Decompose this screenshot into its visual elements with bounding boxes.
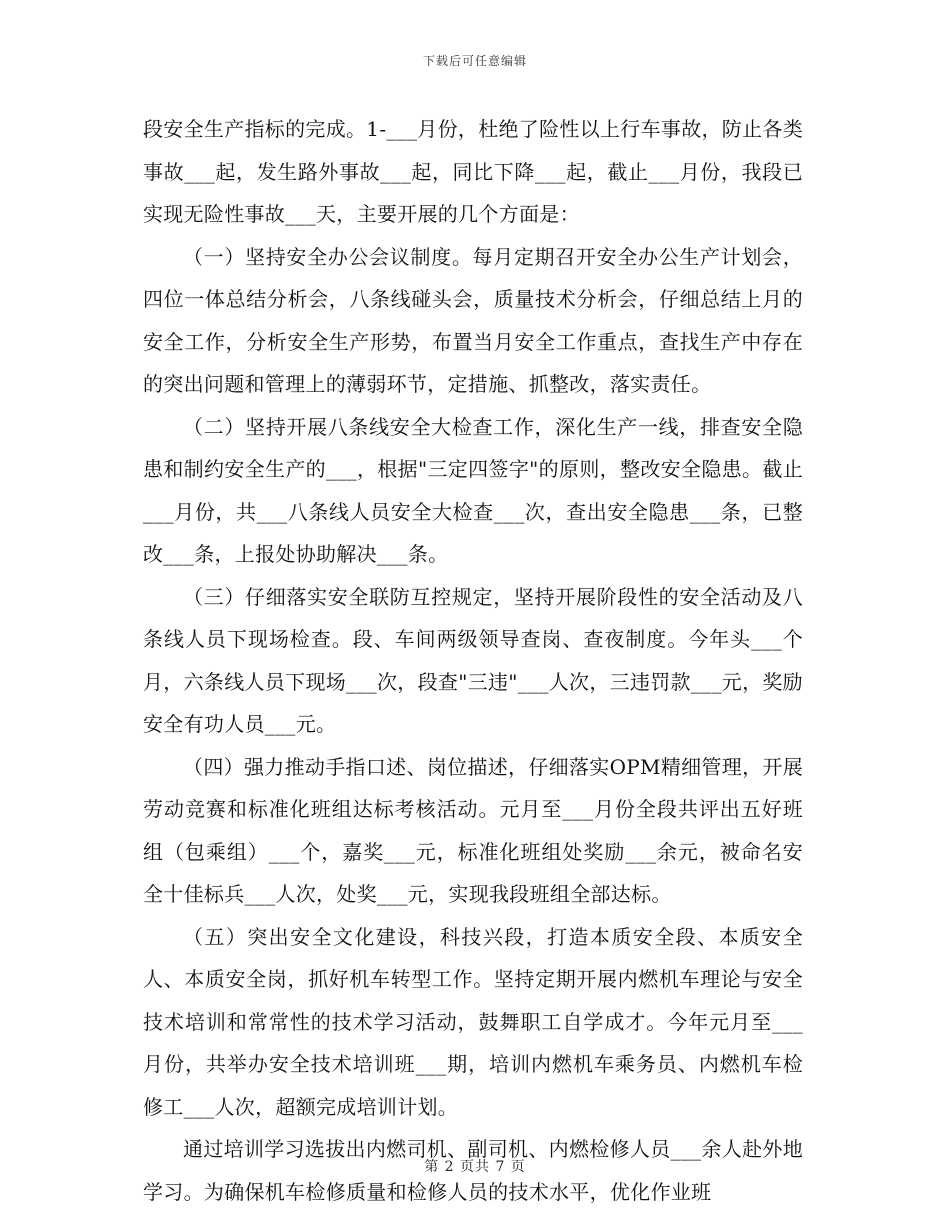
page-number: 第 2 页共 7 页 (424, 1159, 526, 1175)
paragraph-item-2: （二）坚持开展八条线安全大检查工作，深化生产一线，排查安全隐患和制约安全生产的___，根据"三定四签字"的原则，整改安全隐患。截止___月份，共___八条线人员安全大检查___次，查出安全隐患___条，已整改___条，上报处协助解决___条。 (143, 414, 803, 566)
document-body (143, 108, 803, 1213)
paragraph-item-5: （五）突出安全文化建设，科技兴段，打造本质安全段、本质安全人、本质安全岗，抓好机车转型工作。坚持定期开展内燃机车理论与安全技术培训和常常性的技术学习活动，鼓舞职工自学成才。今年元月至___月份，共举办安全技术培训班___期，培训内燃机车乘务员、内燃机车检修工___人次，超额完成培训计划。 (143, 924, 803, 1119)
paragraph-item-3: （三）仔细落实安全联防互控规定，坚持开展阶段性的安全活动及八条线人员下现场检查。段、车间两级领导查岗、查夜制度。今年头___个月，六条线人员下现场___次，段查"三违"___人次，三违罚款___元，奖励安全有功人员___元。 (143, 584, 803, 736)
paragraph-item-1: （一）坚持安全办公会议制度。每月定期召开安全办公生产计划会，四位一体总结分析会，八条线碰头会，质量技术分析会，仔细总结上月的安全工作，分析安全生产形势，布置当月安全工作重点，查找生产中存在的突出问题和管理上的薄弱环节，定措施、抓整改，落实责任。 (143, 244, 803, 396)
page-header: 下载后可任意编辑 (422, 54, 527, 68)
paragraph-training: 通过培训学习选拔出内燃司机、副司机、内燃检修人员___余人赴外地学习。为确保机车检修质量和检修人员的技术水平，优化作业班 (143, 1137, 803, 1204)
paragraph-item-4: （四）强力推动手指口述、岗位描述，仔细落实OPM精细管理，开展劳动竞赛和标准化班组达标考核活动。元月至___月份全段共评出五好班组（包乘组）___个，嘉奖___元，标准化班组处奖励___余元，被命名安全十佳标兵___人次，处奖___元，实现我段班组全部达标。 (143, 754, 803, 906)
paragraph-continuation: 段安全生产指标的完成。1-___月份，杜绝了险性以上行车事故，防止各类事故___起，发生路外事故___起，同比下降___起，截止___月份，我段已实现无险性事故___天，主要开展的几个方面是： (143, 117, 803, 226)
